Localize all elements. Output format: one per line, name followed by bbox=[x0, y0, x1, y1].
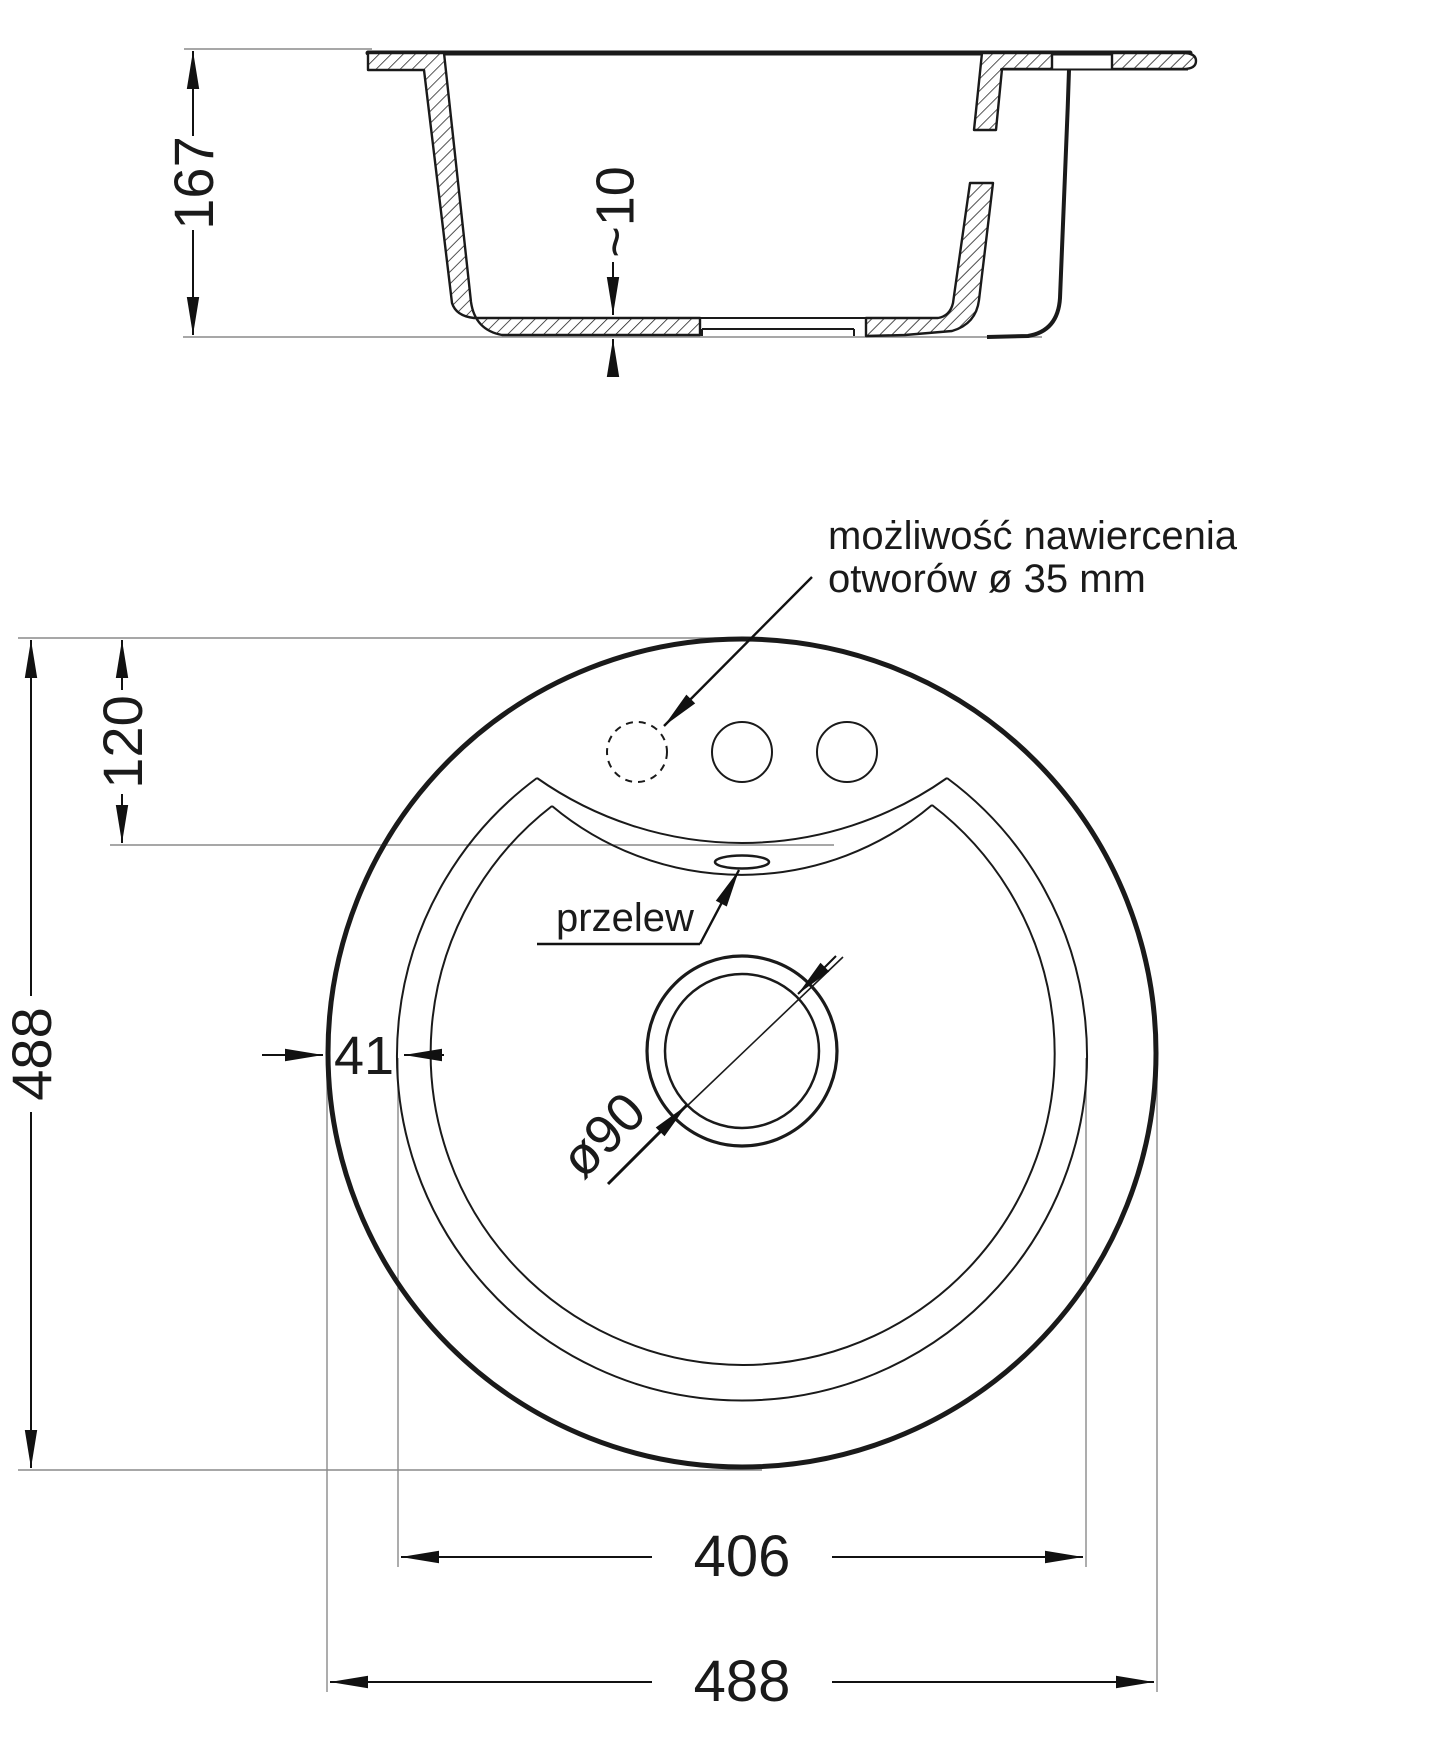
bowl-inner-arc bbox=[431, 805, 1055, 1365]
drain-diameter-arrow-upper bbox=[798, 956, 836, 994]
optional-drill-hole-dashed bbox=[607, 722, 667, 782]
dim-total-height bbox=[162, 51, 225, 335]
section-view bbox=[162, 49, 1196, 376]
dim-drain-diameter-label: ø90 bbox=[549, 1081, 658, 1190]
deck-edge-upper-arc bbox=[537, 778, 947, 843]
dim-outer-diameter-horizontal bbox=[330, 1649, 1154, 1714]
dim-outer-diameter-vertical bbox=[0, 640, 63, 1468]
dim-total-height-label: 167 bbox=[162, 136, 226, 230]
dim-outer-diameter-horizontal-label: 488 bbox=[693, 1649, 791, 1714]
section-outer-skirt bbox=[987, 70, 1069, 337]
overflow-label: przelew bbox=[556, 896, 694, 940]
drill-note-line1: możliwość nawiercenia bbox=[828, 514, 1238, 558]
section-floor-recess bbox=[698, 318, 868, 336]
dim-bowl-diameter-label: 406 bbox=[693, 1524, 791, 1589]
dim-outer-diameter-vertical-label: 488 bbox=[0, 1007, 64, 1101]
drain-diameter-line bbox=[686, 957, 843, 1107]
dim-rim-width bbox=[262, 1026, 444, 1086]
deck-edge-lower-arc bbox=[552, 805, 932, 875]
dim-deck-depth bbox=[91, 640, 154, 843]
drill-note-line2: otworów ø 35 mm bbox=[828, 557, 1146, 601]
drill-note-leader-arrow bbox=[664, 577, 812, 726]
dim-bowl-diameter bbox=[401, 1524, 1083, 1589]
dim-bottom-thickness-label: ~10 bbox=[585, 166, 646, 258]
section-right-wall-upper bbox=[974, 53, 1052, 130]
section-right-wall-lower bbox=[866, 183, 993, 336]
plan-view bbox=[0, 514, 1238, 1714]
overflow-leader-arrow bbox=[700, 870, 739, 944]
overflow-slot bbox=[715, 856, 769, 869]
section-left-wall bbox=[368, 53, 700, 335]
dim-deck-depth-label: 120 bbox=[91, 695, 155, 789]
dim-rim-width-label: 41 bbox=[333, 1026, 395, 1086]
faucet-hole-2 bbox=[817, 722, 877, 782]
bowl-outer-arc bbox=[397, 778, 1087, 1400]
section-rim-end-cap bbox=[1112, 53, 1196, 69]
drain bbox=[549, 956, 843, 1189]
faucet-hole-1 bbox=[712, 722, 772, 782]
overflow-label-group bbox=[537, 870, 739, 944]
dim-bottom-thickness bbox=[585, 166, 645, 376]
